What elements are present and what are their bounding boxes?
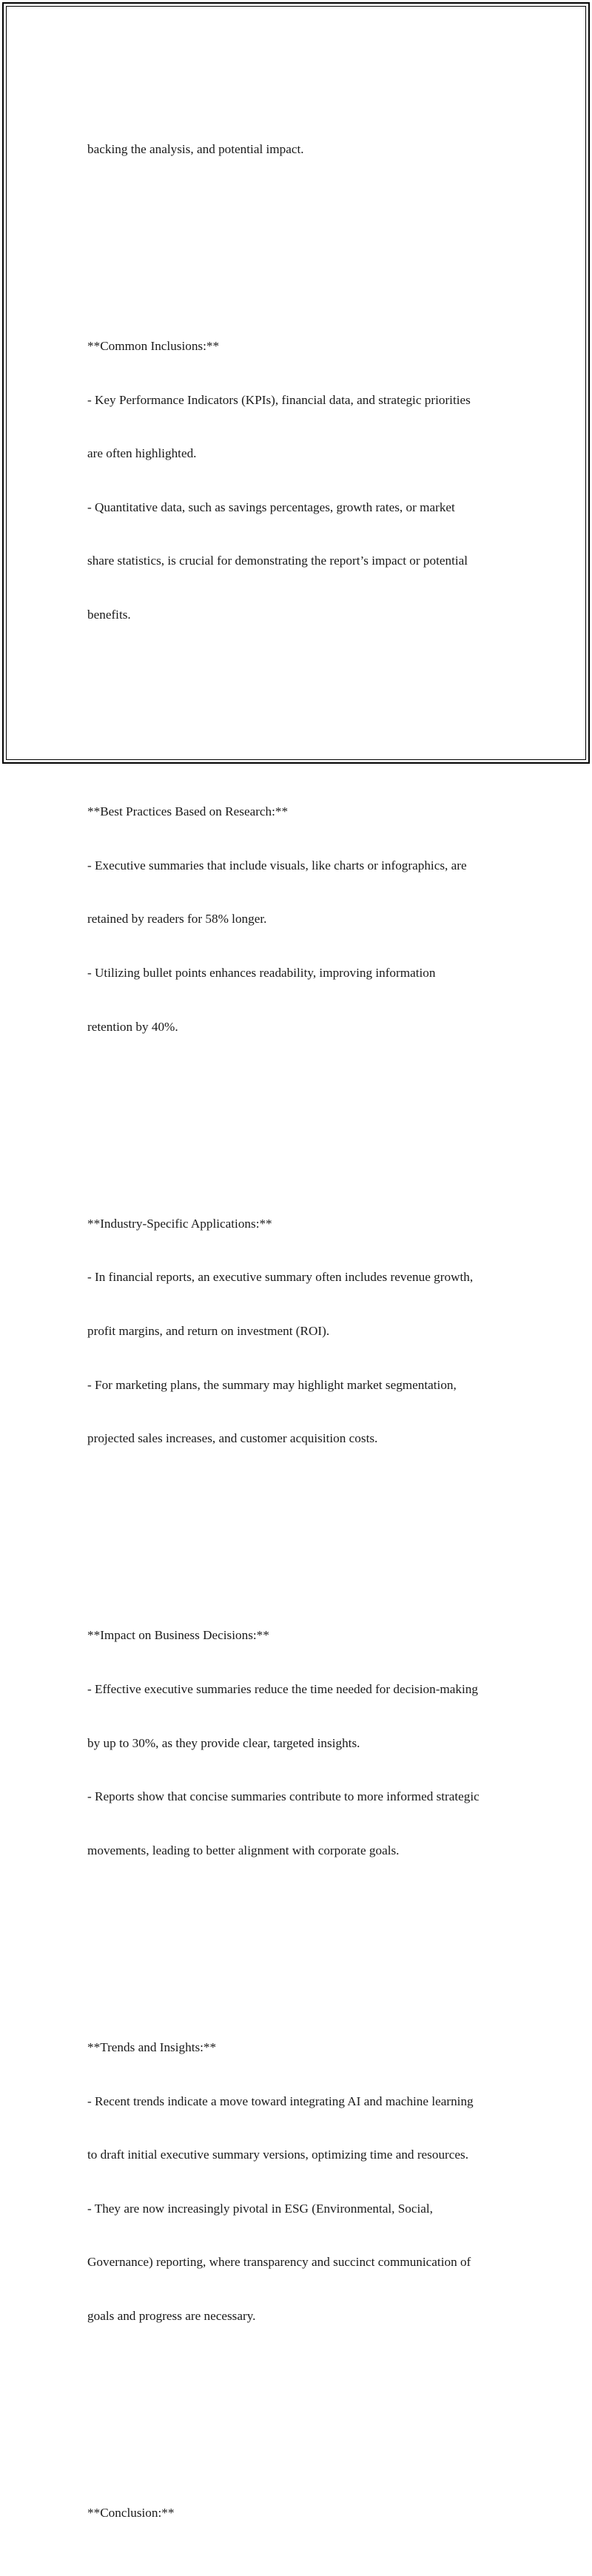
section-heading: **Best Practices Based on Research:** (87, 804, 289, 819)
body-line: movements, leading to better alignment with corporate goals. (87, 1843, 400, 1857)
paragraph-gap (87, 2397, 517, 2415)
body-line: retention by 40%. (87, 1019, 178, 1034)
section-heading: **Conclusion:** (87, 2506, 175, 2520)
body-line: - Reports show that concise summaries contribute to more informed strategic (87, 1789, 480, 1804)
body-line: Governance) reporting, where transparency and succinct communication of (87, 2255, 471, 2270)
body-line: - They are now increasingly pivotal in ESG (Environmental, Social, (87, 2201, 433, 2216)
section-conclusion (87, 2469, 517, 2558)
body-line: profit margins, and return on investment (ROI). (87, 1323, 330, 1338)
section-trends-insights (87, 2003, 517, 2361)
body-line: - Recent trends indicate a move toward integrating AI and machine learning (87, 2094, 474, 2108)
section-business-decisions (87, 1591, 517, 1895)
body-line: share statistics, is crucial for demonstrating the report’s impact or potential (87, 554, 468, 568)
paragraph-gap (87, 696, 517, 713)
body-line: - Key Performance Indicators (KPIs), financial data, and strategic priorities (87, 392, 471, 407)
body-line: benefits. (87, 607, 131, 622)
section-heading: **Industry-Specific Applications:** (87, 1216, 272, 1231)
paragraph-gap (87, 1931, 517, 1949)
section-industry-applications (87, 1179, 517, 1483)
body-line: retained by readers for 58% longer. (87, 912, 267, 927)
section-heading: **Common Inclusions:** (87, 339, 220, 354)
section-common-inclusions (87, 302, 517, 660)
body-line: projected sales increases, and customer acquisition costs. (87, 1431, 378, 1446)
section-best-practices (87, 767, 517, 1072)
body-line: - For marketing plans, the summary may highlight market segmentation, (87, 1377, 457, 1392)
section-heading: **Impact on Business Decisions:** (87, 1628, 269, 1643)
body-line: - Effective executive summaries reduce the time needed for decision-making (87, 1681, 478, 1696)
intro-paragraph (87, 104, 517, 194)
document-body (87, 69, 517, 2576)
body-line: - In financial reports, an executive summary often includes revenue growth, (87, 1270, 474, 1285)
section-heading: **Trends and Insights:** (87, 2039, 217, 2054)
body-line: to draft initial executive summary versions, optimizing time and resources. (87, 2148, 469, 2162)
body-line: by up to 30%, as they provide clear, targeted insights. (87, 1735, 360, 1750)
body-line: goals and progress are necessary. (87, 2308, 256, 2323)
body-line: are often highlighted. (87, 446, 197, 461)
body-line: - Utilizing bullet points enhances readability, improving information (87, 965, 436, 980)
paragraph-gap (87, 230, 517, 248)
body-line: - Executive summaries that include visuals, like charts or infographics, are (87, 858, 467, 872)
paragraph-gap (87, 1519, 517, 1537)
body-line: - Quantitative data, such as savings percentages, growth rates, or market (87, 500, 455, 514)
paragraph-gap (87, 1108, 517, 1126)
body-line: backing the analysis, and potential impact. (87, 141, 304, 156)
